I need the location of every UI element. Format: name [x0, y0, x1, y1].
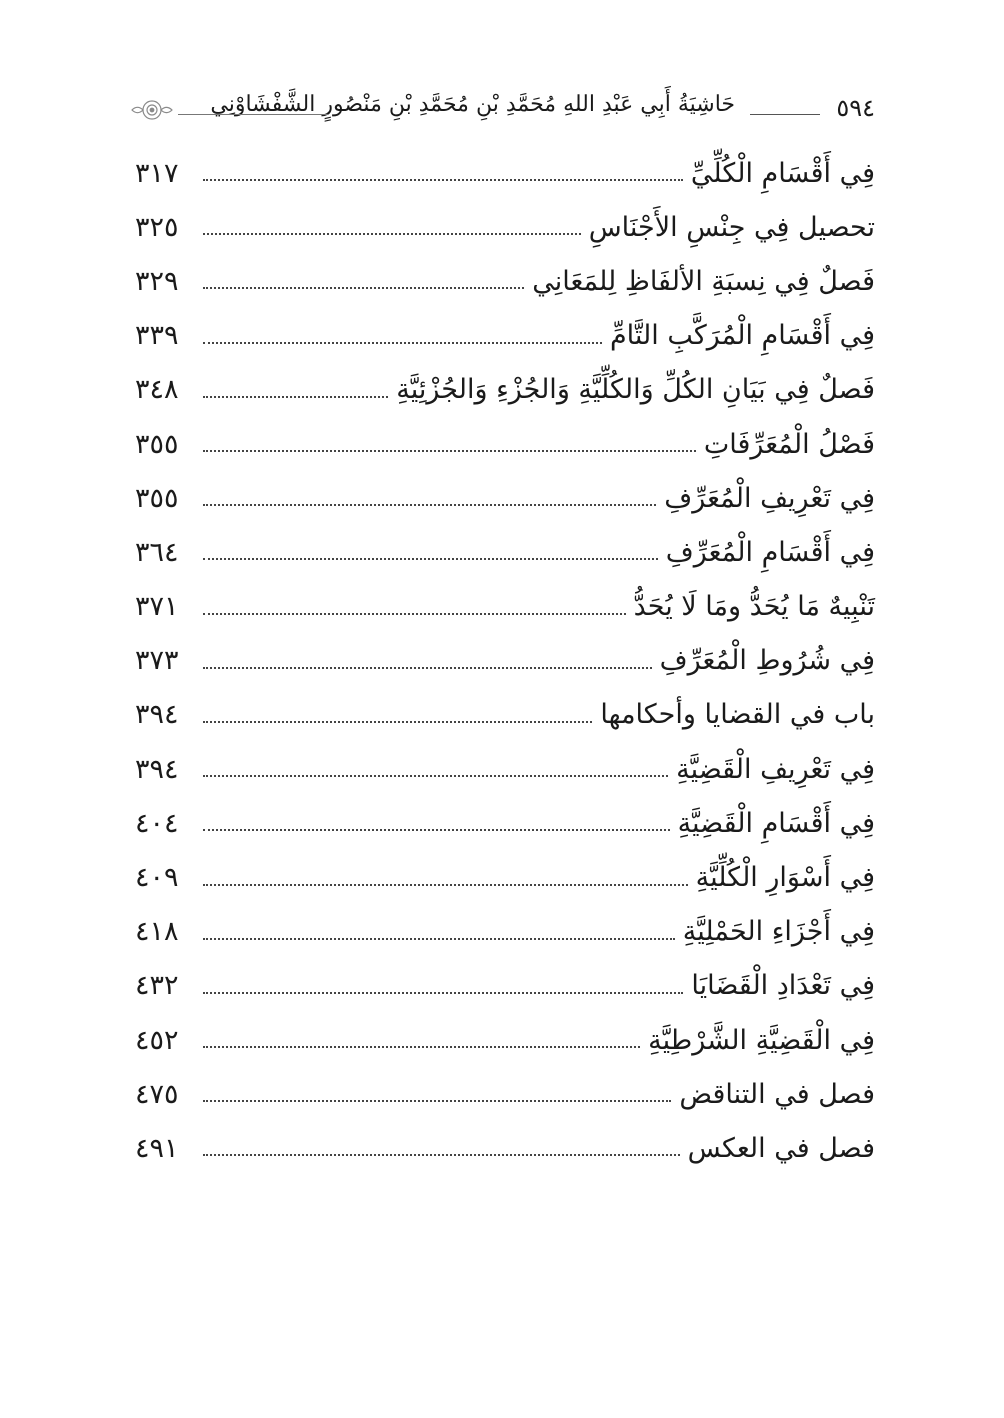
toc-entry-title: فِي شُرُوطِ الْمُعَرِّفِ [659, 645, 875, 677]
toc-entry-page: ٤١٨ [135, 916, 179, 948]
toc-entry-page: ٤٣٢ [135, 970, 179, 1002]
toc-entry-page: ٣٧٣ [135, 645, 179, 677]
toc-entry-page: ٣٧١ [135, 591, 179, 623]
toc-entry-title: فَصلٌ فِي بَيَانِ الكُلِّ وَالكُلِّيَّةِ وَالجُزْءِ وَالجُزْئِيَّةِ [396, 374, 875, 406]
toc-entry-page: ٣٩٤ [135, 699, 179, 731]
toc-entry[interactable] [135, 688, 875, 742]
header-rule [178, 114, 328, 115]
toc-entry[interactable] [135, 525, 875, 579]
toc-entry-title: فِي أَسْوَارِ الْكُلِّيَّةِ [695, 862, 875, 894]
toc-entry[interactable] [135, 1121, 875, 1175]
toc-entry[interactable] [135, 417, 875, 471]
toc-entry-title: باب في القضايا وأحكامها [600, 699, 875, 731]
toc-entry[interactable] [135, 796, 875, 850]
dot-leader [203, 884, 688, 886]
toc-entry[interactable] [135, 200, 875, 254]
toc-entry-title: فِي تَعْدَادِ الْقَضَايَا [691, 970, 875, 1002]
dot-leader [203, 1100, 671, 1102]
dot-leader [203, 667, 652, 669]
toc-entry[interactable] [135, 580, 875, 634]
dot-leader [203, 504, 656, 506]
toc-entry[interactable] [135, 1067, 875, 1121]
dot-leader [203, 613, 626, 615]
page-header [130, 92, 875, 132]
page-number: ٥٩٤ [836, 94, 875, 122]
toc-entry-title: فِي تَعْرِيفِ الْقَضِيَّةِ [676, 753, 875, 785]
toc-entry-page: ٤٠٩ [135, 862, 179, 894]
toc-entry-page: ٤٠٤ [135, 807, 179, 839]
table-of-contents [135, 146, 875, 1176]
toc-entry-page: ٣١٧ [135, 157, 179, 189]
dot-leader [203, 287, 524, 289]
dot-leader [203, 775, 668, 777]
toc-entry[interactable] [135, 742, 875, 796]
toc-entry-page: ٣٩٤ [135, 753, 179, 785]
toc-entry-page: ٣٥٥ [135, 482, 179, 514]
dot-leader [203, 450, 696, 452]
dot-leader [203, 558, 658, 560]
toc-entry-title: فِي أَقْسَامِ الْكُلِّيِّ [690, 157, 875, 189]
dot-leader [203, 179, 683, 181]
toc-entry[interactable] [135, 850, 875, 904]
dot-leader [203, 396, 388, 398]
toc-entry[interactable] [135, 634, 875, 688]
running-title: حَاشِيَةُ أَبِي عَبْدِ اللهِ مُحَمَّدِ بْنِ مُحَمَّدِ بْنِ مَنْصُورٍ الشَّفْشَاوْنِي [210, 92, 735, 117]
dot-leader [203, 721, 592, 723]
toc-entry-title: فَصلٌ فِي نِسبَةِ الألفَاظِ لِلمَعَانِي [532, 265, 875, 297]
toc-entry-page: ٣٢٥ [135, 211, 179, 243]
toc-entry[interactable] [135, 309, 875, 363]
toc-entry[interactable] [135, 471, 875, 525]
dot-leader [203, 233, 581, 235]
toc-entry-page: ٤٩١ [135, 1132, 179, 1164]
toc-entry-title: فَصْلُ الْمُعَرِّفَاتِ [703, 428, 875, 460]
toc-entry-title: فِي أَقْسَامِ الْقَضِيَّةِ [677, 807, 875, 839]
dot-leader [203, 342, 602, 344]
toc-entry-page: ٣٤٨ [135, 374, 179, 406]
toc-entry-page: ٤٥٢ [135, 1024, 179, 1056]
toc-entry-title: فِي تَعْرِيفِ الْمُعَرِّفِ [664, 482, 875, 514]
toc-entry-title: تَنْبِيهٌ مَا يُحَدُّ ومَا لَا يُحَدُّ [633, 591, 875, 623]
dot-leader [203, 992, 683, 994]
toc-entry-title: فصل في العكس [687, 1132, 875, 1164]
toc-entry-page: ٣٣٩ [135, 320, 179, 352]
toc-entry-title: فِي أَقْسَامِ الْمُعَرِّفِ [665, 536, 875, 568]
header-rule [750, 114, 820, 115]
toc-entry-page: ٣٦٤ [135, 536, 179, 568]
floral-ornament-icon [130, 98, 174, 122]
toc-entry-title: فصل في التناقض [679, 1078, 875, 1110]
toc-entry[interactable] [135, 1013, 875, 1067]
toc-entry[interactable] [135, 254, 875, 308]
dot-leader [203, 1046, 640, 1048]
toc-entry-page: ٤٧٥ [135, 1078, 179, 1110]
toc-entry[interactable] [135, 959, 875, 1013]
toc-entry-title: فِي الْقَضِيَّةِ الشَّرْطِيَّةِ [648, 1024, 875, 1056]
toc-entry-title: تحصيل فِي جِنْسِ الأَجْنَاسِ [588, 211, 875, 243]
toc-entry[interactable] [135, 146, 875, 200]
toc-entry-page: ٣٥٥ [135, 428, 179, 460]
toc-entry-title: فِي أَقْسَامِ الْمُرَكَّبِ التَّامِّ [609, 320, 875, 352]
toc-entry-page: ٣٢٩ [135, 265, 179, 297]
dot-leader [203, 829, 670, 831]
dot-leader [203, 1154, 680, 1156]
dot-leader [203, 938, 675, 940]
toc-entry-title: فِي أَجْزَاءِ الحَمْلِيَّةِ [682, 916, 875, 948]
toc-entry[interactable] [135, 363, 875, 417]
toc-entry[interactable] [135, 905, 875, 959]
